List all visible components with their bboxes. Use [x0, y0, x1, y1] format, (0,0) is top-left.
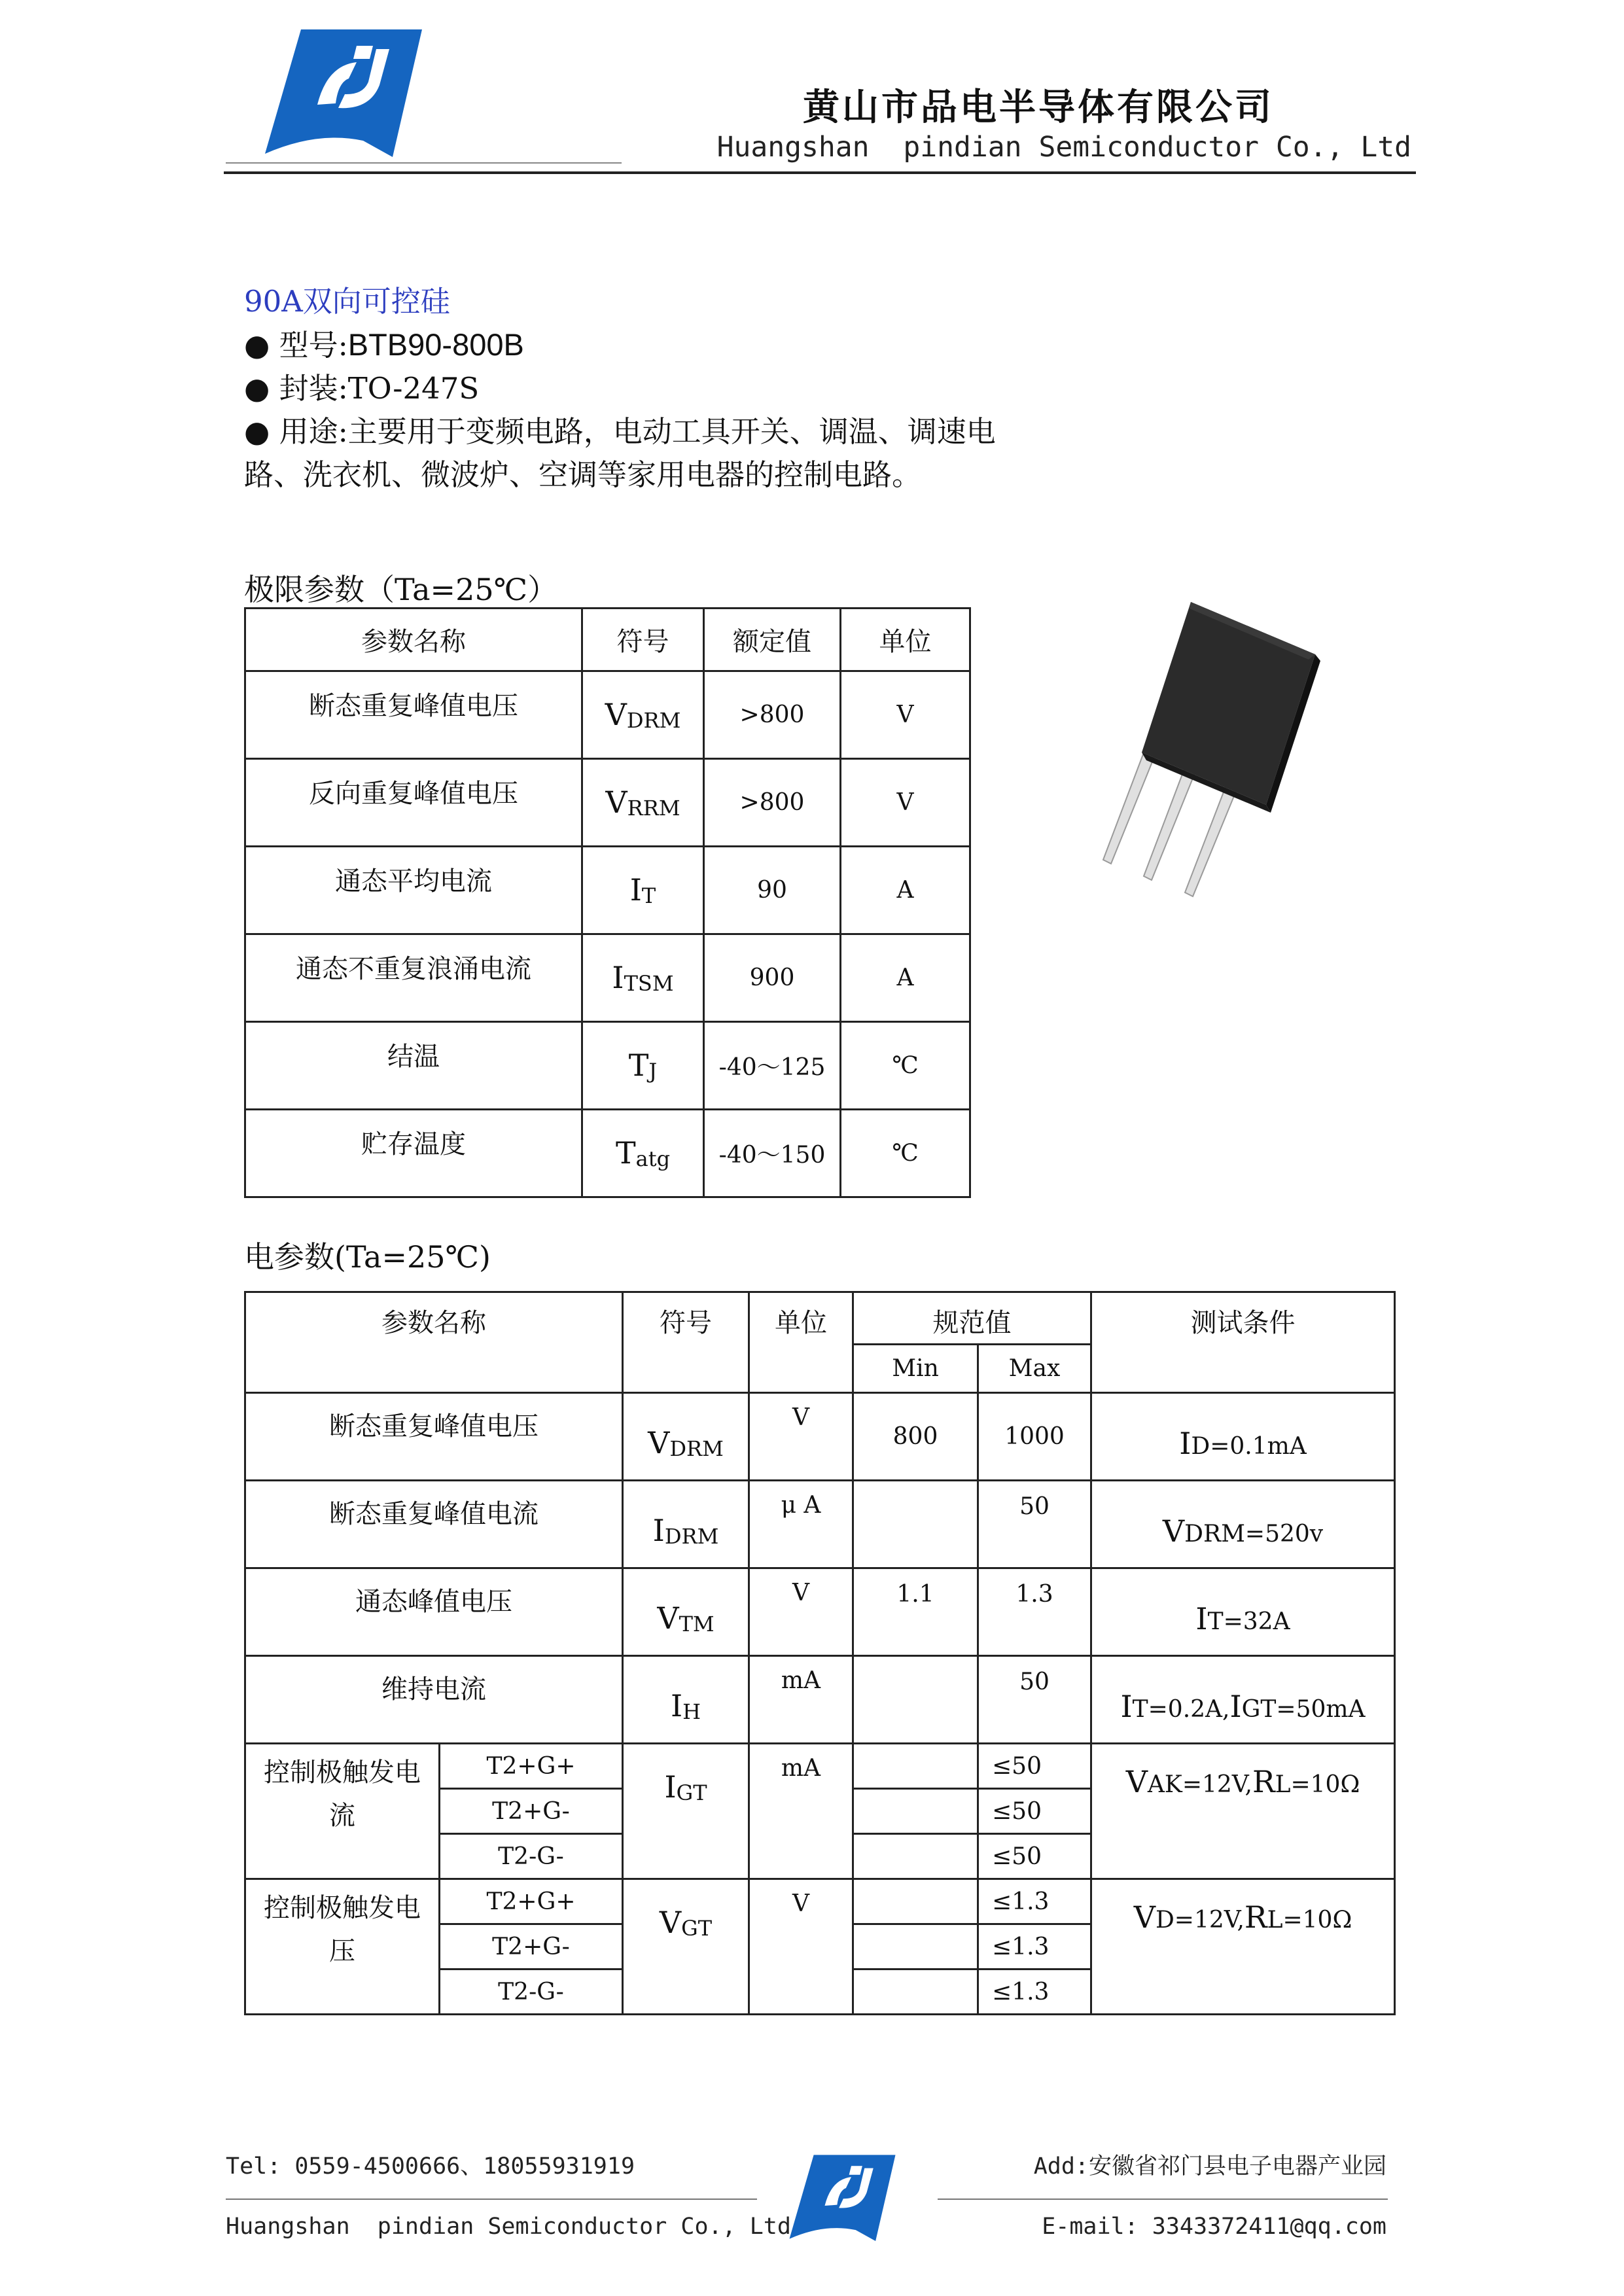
limits-header-name: 参数名称: [245, 609, 582, 671]
vgt-unit: V: [749, 1879, 853, 2015]
param-condition: [1091, 1393, 1395, 1481]
limits-section-title: 极限参数（Ta=25℃）: [244, 572, 558, 607]
limits-header-row: [245, 609, 970, 671]
symbol-subscript: atg: [635, 1146, 671, 1171]
param-max: 1.3: [978, 1568, 1091, 1656]
gate-quadrant-label: T2+G+: [440, 1879, 623, 1924]
electrical-header-row: [245, 1292, 1395, 1345]
symbol-subscript: GT: [676, 1780, 707, 1805]
symbol-main: I: [652, 1513, 665, 1548]
symbol-main: I: [664, 1769, 677, 1805]
param-symbol: [582, 1022, 704, 1110]
limits-row: [245, 934, 970, 1022]
elec-header-unit: 单位: [749, 1292, 853, 1393]
gate-quadrant-label: T2+G-: [440, 1924, 623, 1969]
limits-header-unit: 单位: [841, 609, 970, 671]
param-min: [853, 1969, 978, 2015]
gate-quadrant-label: T2-G-: [440, 1834, 623, 1879]
param-name: 贮存温度: [245, 1110, 582, 1197]
product-image: [1040, 589, 1381, 929]
param-name-line2: 流: [329, 1801, 355, 1831]
symbol-main: V: [605, 785, 627, 820]
header-divider: [224, 171, 1416, 174]
param-symbol: [582, 671, 704, 759]
cond-rest: D=0.1mA: [1191, 1432, 1307, 1460]
usage-line-2: 路、洗衣机、微波炉、空调等家用电器的控制电路。: [244, 457, 922, 492]
param-min: 800: [853, 1393, 978, 1481]
symbol-subscript: RRM: [627, 796, 680, 821]
cond-main: I: [1179, 1425, 1192, 1461]
company-logo: [265, 26, 422, 157]
symbol-main: I: [670, 1688, 683, 1723]
package-value: TO-247S: [347, 371, 480, 406]
limits-row: [245, 1110, 970, 1197]
symbol-subscript: H: [682, 1699, 701, 1724]
cond-main: V: [1162, 1513, 1185, 1549]
symbol-main: I: [629, 872, 642, 908]
limits-header-rating: 额定值: [704, 609, 841, 671]
company-name-en: Huangshan pindian Semiconductor Co., Ltd: [716, 131, 1411, 164]
cond-rest-2: GT=50mA: [1241, 1695, 1366, 1723]
symbol-subscript: J: [648, 1059, 658, 1084]
param-symbol: [623, 1656, 749, 1744]
limits-row: [245, 759, 970, 847]
param-condition: [1091, 1568, 1395, 1656]
symbol-subscript: DRM: [669, 1436, 724, 1461]
cond-main: I: [1195, 1600, 1208, 1636]
param-min: [853, 1481, 978, 1568]
limits-row: [245, 847, 970, 934]
param-rating: >800: [704, 759, 841, 847]
param-unit: V: [749, 1393, 853, 1481]
model-line: [244, 323, 1160, 367]
param-condition: [1091, 1481, 1395, 1568]
electrical-row: [245, 1481, 1395, 1568]
param-rating: -40～150: [704, 1110, 841, 1197]
elec-header-cond: 测试条件: [1091, 1292, 1395, 1393]
igt-subrow: [245, 1744, 1395, 1789]
symbol-subscript: TM: [679, 1612, 715, 1636]
cond-main-2: R: [1252, 1764, 1275, 1799]
igt-param-name: [245, 1744, 440, 1879]
igt-condition: [1091, 1744, 1395, 1879]
param-rating: -40～125: [704, 1022, 841, 1110]
footer-email: E-mail: 3343372411@qq.com: [1042, 2214, 1386, 2240]
param-name: 断态重复峰值电压: [245, 1393, 623, 1481]
elec-header-max: Max: [978, 1345, 1091, 1393]
usage-line-1: ● 用途:主要用于变频电路，电动工具开关、调温、调速电: [244, 410, 1160, 453]
company-name-cn: 黄山市品电半导体有限公司: [803, 86, 1274, 129]
param-symbol: [623, 1393, 749, 1481]
param-name: 断态重复峰值电压: [245, 671, 582, 759]
cond-rest-2: L=10Ω: [1275, 1771, 1360, 1798]
param-max: ≤1.3: [978, 1969, 1091, 2015]
gate-quadrant-label: T2+G-: [440, 1789, 623, 1834]
electrical-section-title: 电参数(Ta=25℃): [244, 1239, 491, 1275]
cond-main: I: [1120, 1688, 1133, 1724]
param-unit: V: [749, 1568, 853, 1656]
param-max: ≤50: [978, 1834, 1091, 1879]
elec-header-symbol: 符号: [623, 1292, 749, 1393]
gate-quadrant-label: T2-G-: [440, 1969, 623, 2015]
model-value: BTB90-800B: [347, 327, 524, 362]
param-name-line2: 压: [329, 1936, 355, 1966]
footer-divider-left: [226, 2199, 757, 2200]
lead-left: [1103, 749, 1156, 864]
product-intro: [244, 280, 1160, 497]
param-unit: V: [841, 759, 970, 847]
symbol-main: T: [615, 1135, 636, 1171]
elec-header-spec: 规范值: [853, 1292, 1091, 1345]
symbol-main: T: [628, 1048, 649, 1083]
param-min: [853, 1879, 978, 1924]
symbol-main: V: [659, 1905, 682, 1940]
param-rating: >800: [704, 671, 841, 759]
param-symbol: [623, 1568, 749, 1656]
symbol-subscript: DRM: [664, 1524, 719, 1549]
cond-main-2: R: [1244, 1899, 1267, 1935]
param-unit: mA: [749, 1656, 853, 1744]
limits-row: [245, 671, 970, 759]
param-unit: A: [841, 934, 970, 1022]
electrical-row: [245, 1656, 1395, 1744]
param-symbol: [623, 1481, 749, 1568]
param-min: [853, 1789, 978, 1834]
param-min: [853, 1656, 978, 1744]
symbol-main: V: [657, 1600, 679, 1636]
cond-main: V: [1125, 1764, 1148, 1799]
param-min: [853, 1924, 978, 1969]
package-label: 封装:: [279, 371, 348, 406]
param-unit: μ A: [749, 1481, 853, 1568]
param-max: ≤1.3: [978, 1879, 1091, 1924]
limits-row: [245, 1022, 970, 1110]
cond-rest: D=12V,: [1155, 1907, 1244, 1934]
param-name-line1: 控制极触发电: [264, 1893, 421, 1923]
limits-header-symbol: 符号: [582, 609, 704, 671]
cond-rest-2: L=10Ω: [1267, 1907, 1352, 1934]
electrical-table: [244, 1291, 1396, 2015]
symbol-subscript: DRM: [626, 708, 681, 733]
param-name: 通态平均电流: [245, 847, 582, 934]
param-name: 结温: [245, 1022, 582, 1110]
lead-middle: [1144, 766, 1196, 880]
param-symbol: [582, 1110, 704, 1197]
param-name: 断态重复峰值电流: [245, 1481, 623, 1568]
limits-table: [244, 607, 971, 1198]
param-condition: [1091, 1656, 1395, 1744]
product-title: 90A双向可控硅: [244, 284, 450, 319]
cond-main: V: [1133, 1899, 1156, 1935]
footer-address: Add:安徽省祁门县电子电器产业园: [1033, 2153, 1386, 2180]
param-name: 反向重复峰值电压: [245, 759, 582, 847]
param-min: [853, 1834, 978, 1879]
elec-header-name: 参数名称: [245, 1292, 623, 1393]
cond-rest: T=0.2A,: [1132, 1695, 1230, 1723]
cond-rest: DRM=520v: [1184, 1520, 1324, 1547]
param-symbol: [582, 759, 704, 847]
param-unit: ℃: [841, 1110, 970, 1197]
footer-divider-right: [938, 2199, 1388, 2200]
electrical-row: [245, 1568, 1395, 1656]
param-max: 50: [978, 1481, 1091, 1568]
igt-unit: mA: [749, 1744, 853, 1879]
param-max: 1000: [978, 1393, 1091, 1481]
param-name-line1: 控制极触发电: [264, 1757, 421, 1788]
package-line: [244, 367, 1160, 410]
vgt-condition: [1091, 1879, 1395, 2015]
symbol-subscript: TSM: [624, 971, 674, 996]
param-unit: V: [841, 671, 970, 759]
param-symbol: [582, 847, 704, 934]
symbol-main: I: [612, 960, 624, 995]
footer-company-en: Huangshan pindian Semiconductor Co., Ltd: [226, 2214, 791, 2240]
param-symbol: [582, 934, 704, 1022]
model-label: 型号:: [279, 328, 348, 362]
gate-quadrant-label: T2+G+: [440, 1744, 623, 1789]
cond-rest: AK=12V,: [1147, 1771, 1252, 1798]
footer-tel: Tel: 0559-4500666、18055931919: [226, 2153, 635, 2180]
param-max: ≤50: [978, 1789, 1091, 1834]
cond-main-2: I: [1229, 1688, 1242, 1724]
param-max: ≤50: [978, 1744, 1091, 1789]
param-name: 通态峰值电压: [245, 1568, 623, 1656]
param-min: [853, 1744, 978, 1789]
param-rating: 900: [704, 934, 841, 1022]
elec-header-min: Min: [853, 1345, 978, 1393]
lead-right: [1185, 782, 1238, 896]
vgt-param-name: [245, 1879, 440, 2015]
symbol-main: V: [648, 1425, 670, 1460]
param-max: ≤1.3: [978, 1924, 1091, 1969]
symbol-subscript: T: [641, 883, 656, 908]
param-name: 通态不重复浪涌电流: [245, 934, 582, 1022]
param-name: 维持电流: [245, 1656, 623, 1744]
param-max: 50: [978, 1656, 1091, 1744]
footer-logo: [788, 2153, 896, 2241]
param-min: 1.1: [853, 1568, 978, 1656]
symbol-subscript: GT: [681, 1916, 713, 1941]
header-divider-short: [226, 162, 622, 164]
vgt-symbol: [623, 1879, 749, 2015]
igt-symbol: [623, 1744, 749, 1879]
param-unit: A: [841, 847, 970, 934]
param-unit: ℃: [841, 1022, 970, 1110]
symbol-main: V: [605, 697, 627, 732]
cond-rest: T=32A: [1207, 1608, 1290, 1635]
electrical-row: [245, 1393, 1395, 1481]
vgt-subrow: [245, 1879, 1395, 1924]
param-rating: 90: [704, 847, 841, 934]
